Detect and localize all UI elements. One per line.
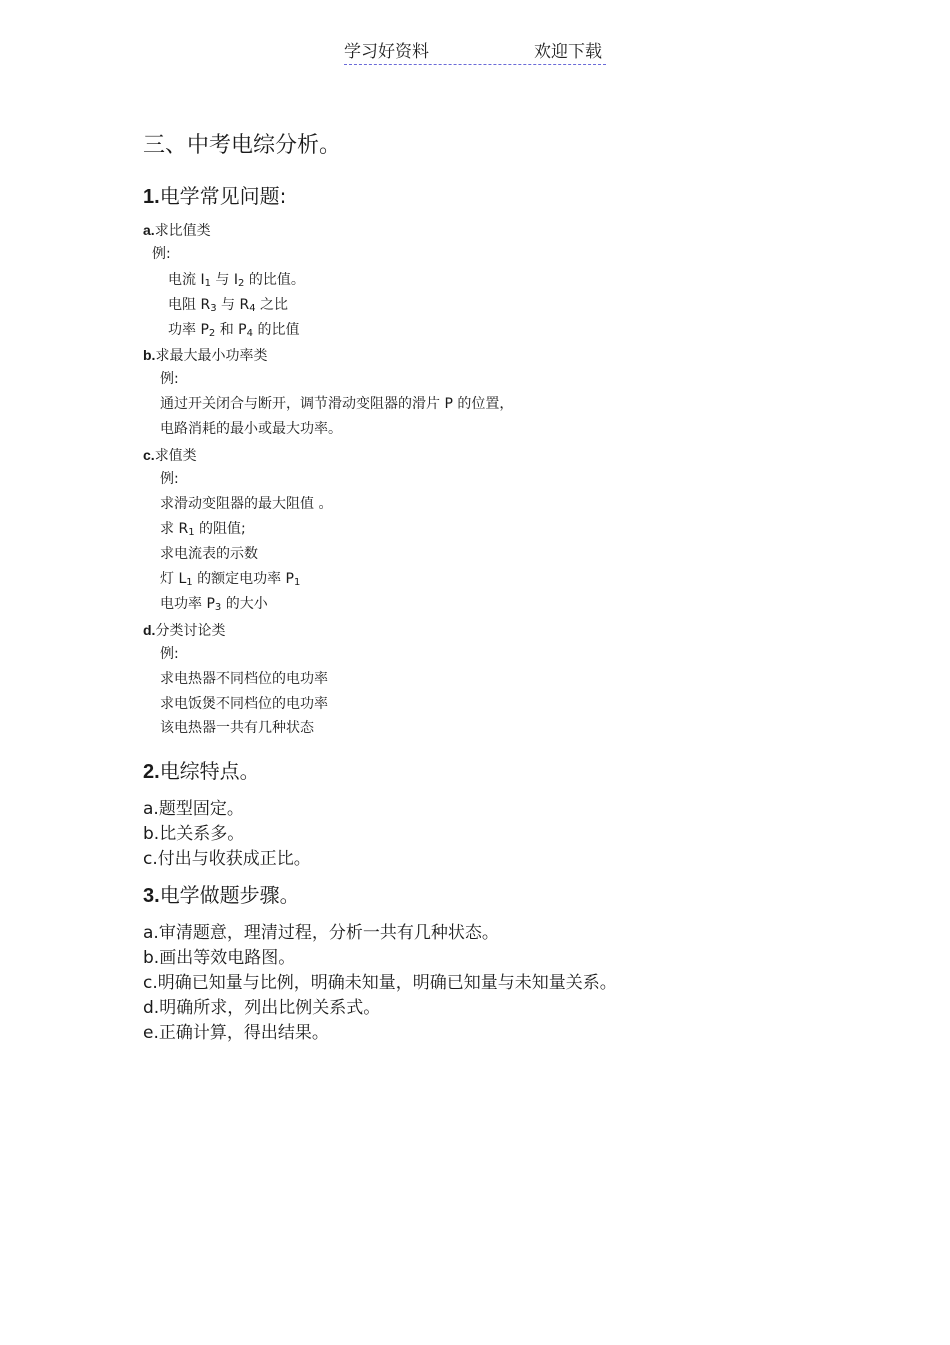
- section-1-heading: [143, 180, 286, 209]
- page-header: [344, 40, 606, 65]
- example-line: 求电饭煲不同档位的电功率: [160, 696, 328, 712]
- category-d-tag: d.: [143, 622, 156, 638]
- section-3-number: 3.: [143, 885, 160, 907]
- category-b: [143, 345, 267, 365]
- section-2-heading: [143, 755, 260, 784]
- category-a-label: 求比值类: [154, 223, 211, 239]
- list-item: b.画出等效电路图。: [143, 948, 296, 968]
- category-a: [143, 220, 211, 240]
- example-line: 电路消耗的最小或最大功率。: [160, 421, 342, 437]
- example-line: 求滑动变阻器的最大阻值 。: [160, 496, 333, 512]
- category-c-example: 例:: [160, 471, 179, 487]
- category-a-example: 例:: [152, 246, 171, 262]
- example-line: 求 $R_1$ 的阻值;: [160, 521, 246, 538]
- category-a-tag: a.: [143, 222, 155, 238]
- example-line: 功率 $P_2$ 和 $P_4$ 的比值: [168, 322, 300, 339]
- list-item: c.明确已知量与比例，明确未知量，明确已知量与未知量关系。: [143, 973, 617, 993]
- list-item: a.审清题意，理清过程，分析一共有几种状态。: [143, 923, 499, 943]
- example-line: 求电热器不同档位的电功率: [160, 671, 328, 687]
- example-line: 通过开关闭合与断开，调节滑动变阻器的滑片 P 的位置，: [160, 396, 514, 412]
- example-line: 该电热器一共有几种状态: [160, 720, 314, 736]
- category-c-label: 求值类: [154, 448, 197, 464]
- section-1-title: 电学常见问题:: [159, 184, 287, 208]
- list-item: b.比关系多。: [143, 824, 245, 844]
- section-2-title: 电综特点。: [159, 759, 260, 783]
- list-item: c.付出与收获成正比。: [143, 849, 311, 869]
- list-item: e.正确计算，得出结果。: [143, 1023, 329, 1043]
- example-line: 电功率 $P_3$ 的大小: [160, 596, 268, 613]
- page-title: 三、中考电综分析。: [143, 133, 342, 158]
- category-d: [143, 620, 225, 640]
- category-d-example: 例:: [160, 646, 179, 662]
- category-c: [143, 445, 197, 465]
- example-line: 电阻 $R_3$ 与 $R_4$ 之比: [168, 297, 289, 314]
- header-right-text: 欢迎下载: [534, 42, 602, 62]
- section-2-number: 2.: [143, 761, 160, 783]
- header-left-text: 学习好资料: [344, 42, 429, 62]
- category-b-example: 例:: [160, 371, 179, 387]
- example-line: 求电流表的示数: [160, 546, 258, 562]
- category-b-label: 求最大最小功率类: [155, 348, 268, 364]
- section-1-number: 1.: [143, 186, 160, 208]
- category-c-tag: c.: [143, 447, 155, 463]
- section-3-title: 电学做题步骤。: [159, 883, 300, 907]
- list-item: a.题型固定。: [143, 799, 244, 819]
- category-b-tag: b.: [143, 347, 156, 363]
- list-item: d.明确所求，列出比例关系式。: [143, 998, 381, 1018]
- example-line: 电流 $I_1$ 与 $I_2$ 的比值。: [168, 272, 305, 289]
- category-d-label: 分类讨论类: [155, 623, 226, 639]
- example-line: 灯 $L_1$ 的额定电功率 $P_1$: [160, 571, 301, 588]
- section-3-heading: [143, 879, 300, 908]
